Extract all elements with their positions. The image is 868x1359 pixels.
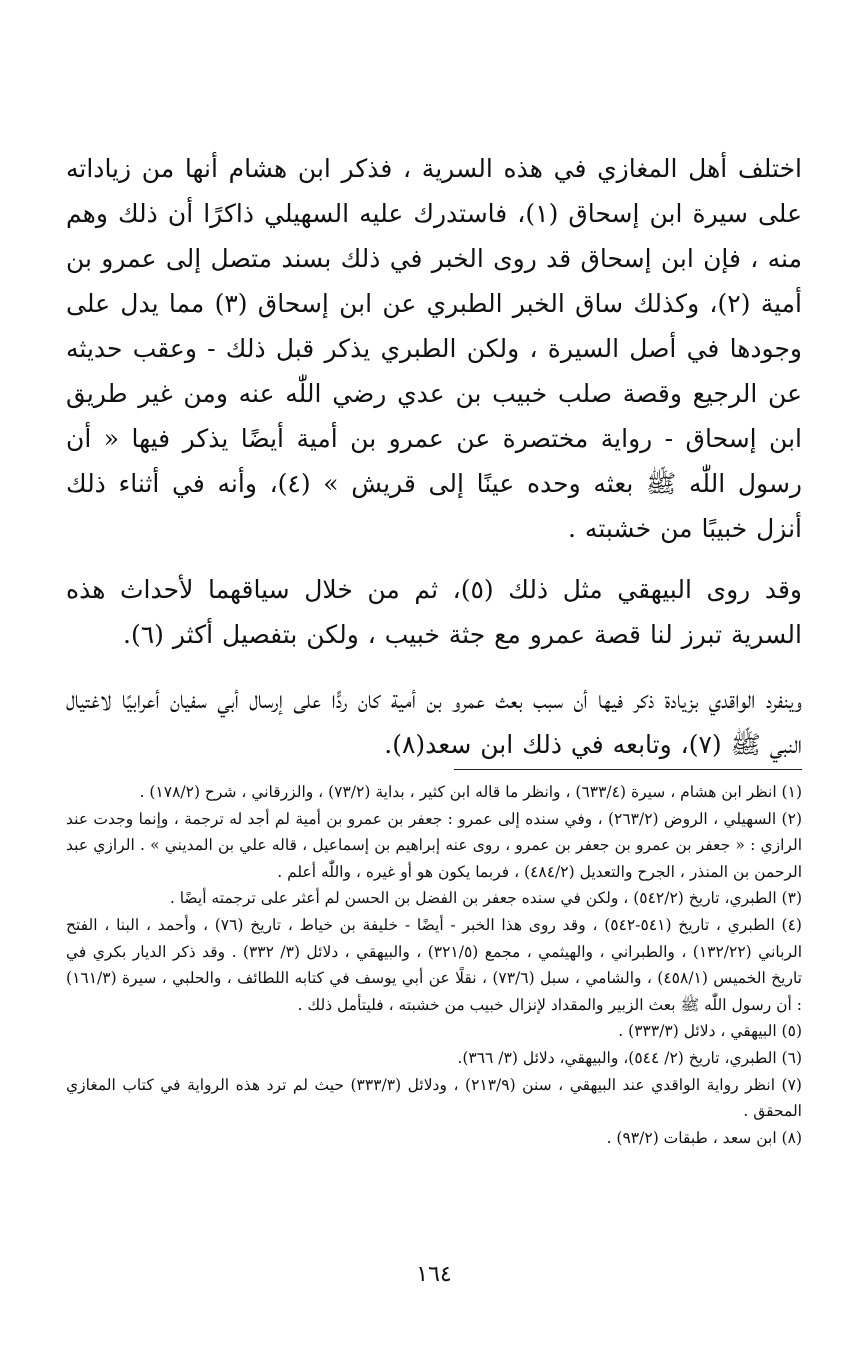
footnote-7: (٧) انظر رواية الواقدي عند البيهقي ، سنن (٢١٣/٩) ، ودلائل (٣٣٣/٣) حيث لم ترد هذه الرواية في كتاب المغازي المحقق . [66, 1075, 802, 1121]
paragraph-2: وقد روى البيهقي مثل ذلك (٥)، ثم من خلال سياقهما لأحداث هذه السرية تبرز لنا قصة عمرو مع جثة خبيب ، ولكن بتفصيل أكثر (٦). [66, 575, 802, 649]
footnote-8: (٨) ابن سعد ، طبقات (٩٣/٢) . [606, 1128, 802, 1147]
footnote-2: (٢) السهيلي ، الروض (٢٦٣/٢) ، وفي سنده إلى عمرو : جعفر بن عمرو بن أمية لم أجد له ترجمة ، وإنما وجدت عند الرازي : « جعفر بن عمرو بن جعفر بن عمرو ، روى عنه إبراهيم بن إسماعيل ، قاله علي بن المديني » . الرازي عبد الرحمن بن المنذر ، الجرح والتعديل (٤٨٤/٢) ، فربما يكون هو أو غيره ، واللّٰه أعلم . [66, 809, 802, 881]
main-text [66, 146, 802, 767]
footnote-divider [454, 769, 802, 770]
footnote-1: (١) انظر ابن هشام ، سيرة (٦٣٣/٤) ، وانظر ما قاله ابن كثير ، بداية (٧٣/٢) ، والزرقاني ، شرح (١٧٨/٢) . [139, 783, 802, 801]
footnote-3: (٣) الطبري، تاريخ (٥٤٢/٢) ، ولكن في سنده جعفر بن الفضل بن الحسن لم أعثر على ترجمته أيضًا . [169, 889, 802, 908]
page-number: ١٦٤ [416, 1262, 452, 1287]
footnote-5: (٥) البيهقي ، دلائل (٣٣٣/٣) . [618, 1022, 802, 1041]
paragraph-3: وينفرد الواقدي بزيادة ذكر فيها أن سبب بعث عمرو بن أمية كان ردًّا على إرسال أبي سفيان أعرابيًا لاغتيال النبي ﷺ (٧)، وتابعه في ذلك ابن سعد(٨). [66, 685, 802, 759]
footnotes [66, 779, 802, 1151]
footnote-6: (٦) الطبري، تاريخ (٢/ ٥٤٤)، والبيهقي، دلائل (٣/ ٣٦٦). [457, 1048, 802, 1067]
paragraph-1: اختلف أهل المغازي في هذه السرية ، فذكر ابن هشام أنها من زياداته على سيرة ابن إسحاق (١)، فاستدرك عليه السهيلي ذاكرًا أن ذلك وهم منه ، فإن ابن إسحاق قد روى الخبر في ذلك بسند متصل إلى عمرو بن أمية (٢)، وكذلك ساق الخبر الطبري عن ابن إسحاق (٣) مما يدل على وجودها في أصل السيرة ، ولكن الطبري يذكر قبل ذلك - وعقب حديثه عن الرجيع وقصة صلب خبيب بن عدي رضي اللّٰه عنه ومن غير طريق ابن إسحاق - رواية مختصرة عن عمرو بن أمية أيضًا يذكر فيها « أن رسول اللّٰه ﷺ بعثه وحده عينًا إلى قريش » (٤)، وأنه في أثناء ذلك أنزل خبيبًا من خشبته . [66, 154, 803, 543]
footnote-4: (٤) الطبري ، تاريخ (٥٤١-٥٤٢) ، وقد روى هذا الخبر - أيضًا - خليفة بن خياط ، تاريخ (٧٦) ، وأحمد ، البنا ، الفتح الرباني (١٣٢/٢٢) ، والطبراني ، والهيثمي ، مجمع (٣٢١/٥) ، والبيهقي ، دلائل (٣/ ٣٣٢) . وقد ذكر الديار بكري في تاريخ الخميس (٤٥٨/١) ، والشامي ، سبل (٧٣/٦) ، نقلًا عن أبي يوسف في كتابه اللطائف ، والحلبي ، سيرة (١٦١/٣) : أن رسول اللّٰه ﷺ بعث الزبير والمقداد لإنزال خبيب من خشبته ، فليتأمل ذلك . [66, 915, 802, 1014]
